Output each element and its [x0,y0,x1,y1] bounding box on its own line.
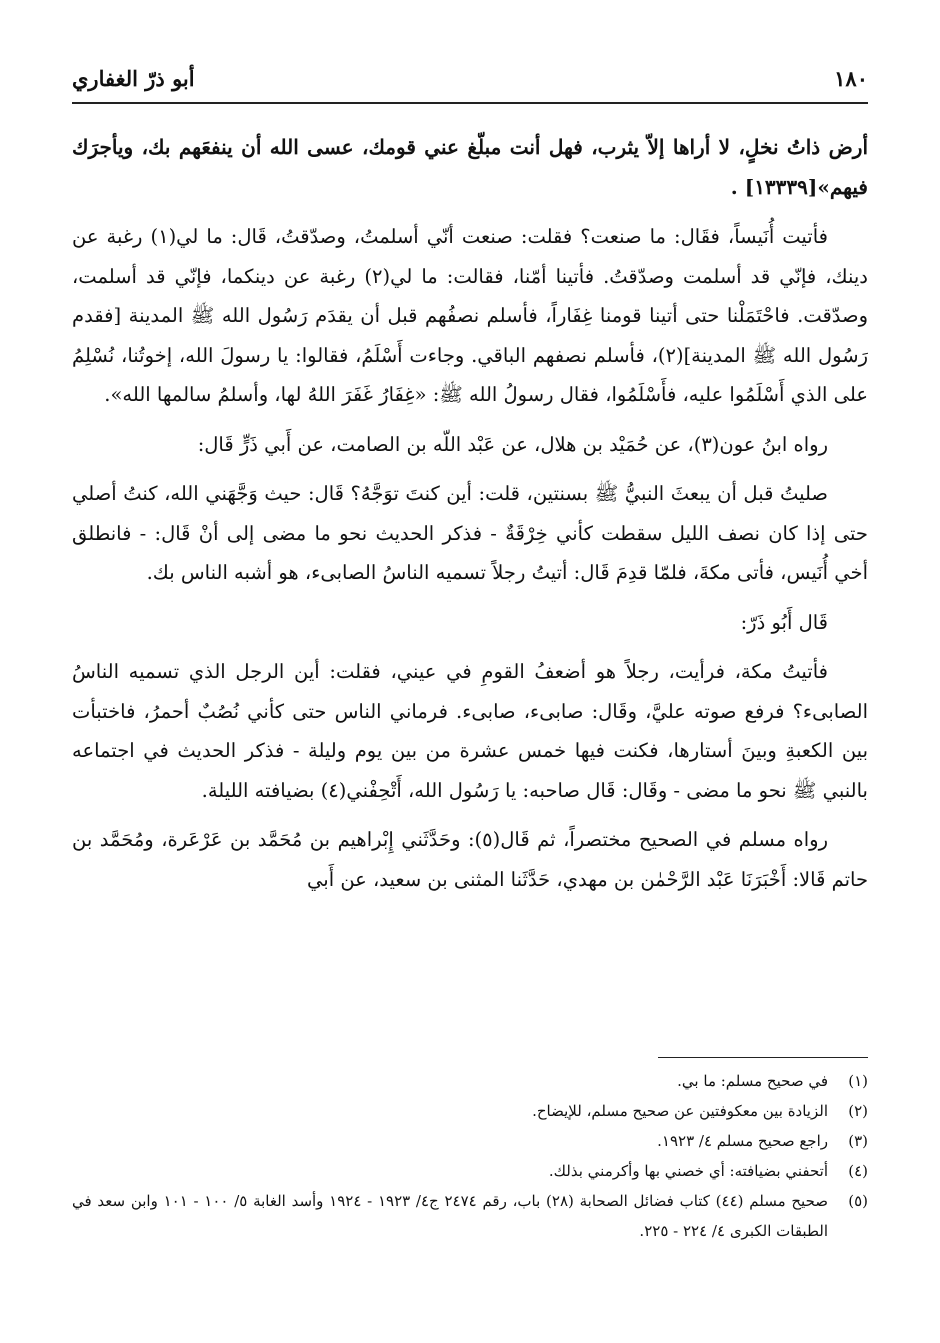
footnote [72,1126,868,1156]
paragraph-ibn-awn-chain: رواه ابنُ عون(٣)، عن حُمَيْد بن هلال، عن عَبْد اللّه بن الصامت، عن أَبي ذَرٍّ قَال: [197,432,828,456]
footnote [72,1186,868,1246]
page-header [72,58,868,104]
footnote-text: في صحيح مسلم: ما بي. [677,1072,828,1090]
footnote [72,1156,868,1186]
hadith-continuation: أرض ذاتُ نخلٍ، لا أراها إلاّ يثرب، فهل أنت مبلّغ عني قومك، عسى الله أن ينفعَهم بك، ويأجرَك فيهم»[١٣٣٣٩] . [72,135,868,199]
footnote-text: راجع صحيح مسلم ٤/ ١٩٢٣. [657,1132,828,1150]
footnote-number: (٣) [848,1132,868,1150]
running-title: أبو ذرّ الغفاري [72,66,195,91]
paragraph-prayer-before-prophethood: صليتُ قبل أن يبعثَ النبيُّ ﷺ بسنتين، قلت: أين كنتَ توَجَّهُ؟ قَال: حيث وَجَّهَني الله، كنتُ أصلي حتى إذا كان نصف الليل سقطت كأني خِرْقَةٌ - فذكر الحديث نحو ما مضى إلى أنْ قَال: - فانطلق أخي أُنَيس، فأتى مكةَ، فلمّا قدِمَ قَال: أتيتُ رجلاً تسميه الناسُ الصابىء، هو أشبه الناس بك. [72,482,868,584]
footnotes [72,1066,868,1246]
page-number: ١٨٠ [834,66,868,91]
footnote-text: صحيح مسلم (٤٤) كتاب فضائل الصحابة (٢٨) باب، رقم ٢٤٧٤ ج٤/ ١٩٢٣ - ١٩٢٤ وأسد الغابة ٥/ ١٠٠ - ١٠١ وابن سعد في الطبقات الكبرى ٤/ ٢٢٤ - ٢٢٥. [72,1192,828,1240]
main-text [72,128,868,1038]
footnote-divider [658,1057,868,1058]
footnote-text: أتحفني بضيافته: أي خصني بها وأكرمني بذلك. [548,1162,828,1180]
footnote [72,1096,868,1126]
paragraph-anis-story: فأتيت أُنَيساً، فقَال: ما صنعت؟ فقلت: صنعت أنّي أسلمتُ، وصدّقتُ، قَال: ما لي(١) رغبة عن دينك، فإنّي قد أسلمت وصدّقتُ. فأتينا أمّنا، فقالت: ما لي(٢) رغبة عن دينكما، فإنّي قد أسلمت، وصدّقت. فاحْتَمَلْنا حتى أتينا قومنا غِفَاراً، فأسلم نصفُهم قبل أن يقدَم رَسُول الله ﷺ المدينة [فقدم رَسُول الله ﷺ المدينة](٢)، فأسلم نصفهم الباقي. وجاءت أَسْلَمُ، فقالوا: يا رسولَ الله، إخوتُنا، نُسْلِمُ على الذي أَسْلَمُوا عليه، فأَسْلَمُوا، فقال رسولُ الله ﷺ: «غِفَارُ غَفَرَ اللهُ لها، وأسلمُ سالمها الله». [72,225,868,406]
footnote-number: (١) [848,1072,868,1090]
footnote-text: الزيادة بين معكوفتين عن صحيح مسلم، للإيضاح. [532,1102,828,1120]
footnote-number: (٢) [848,1102,868,1120]
footnote-number: (٤) [848,1162,868,1180]
footnote-number: (٥) [848,1192,868,1210]
paragraph-muslim-narration: رواه مسلم في الصحيح مختصراً، ثم قَال(٥): وحَدَّثَني إِبْراهيم بن مُحَمَّد بن عَرْعَرة، ومُحَمَّد بن حاتم قَالا: أَخْبَرَنَا عَبْد الرَّحْمٰن بن مهدي، حَدَّثَنا المثنى بن سعيد، عن أَبي [72,828,868,891]
paragraph-mecca-story: فأتيتُ مكة، فرأيت، رجلاً هو أضعفُ القومِ في عيني، فقلت: أين الرجل الذي تسميه الناسُ الصابىء؟ فرفع صوته عليَّ، وقَال: صابىء، صابىء. فرماني الناس حتى كأني نُصُبٌ أحمرُ، فاختبأت بين الكعبةِ وبينَ أستارها، فكنت فيها خمس عشرة من بين يوم وليلة - فذكر الحديث في اجتماعه بالنبي ﷺ نحو ما مضى - وقَال: قَال صاحبه: يا رَسُول الله، أَتْحِفْني(٤) بضيافته الليلة. [72,660,868,802]
paragraph-abu-dharr-said: قَال أَبُو ذَرّ: [740,610,828,634]
footnote [72,1066,868,1096]
